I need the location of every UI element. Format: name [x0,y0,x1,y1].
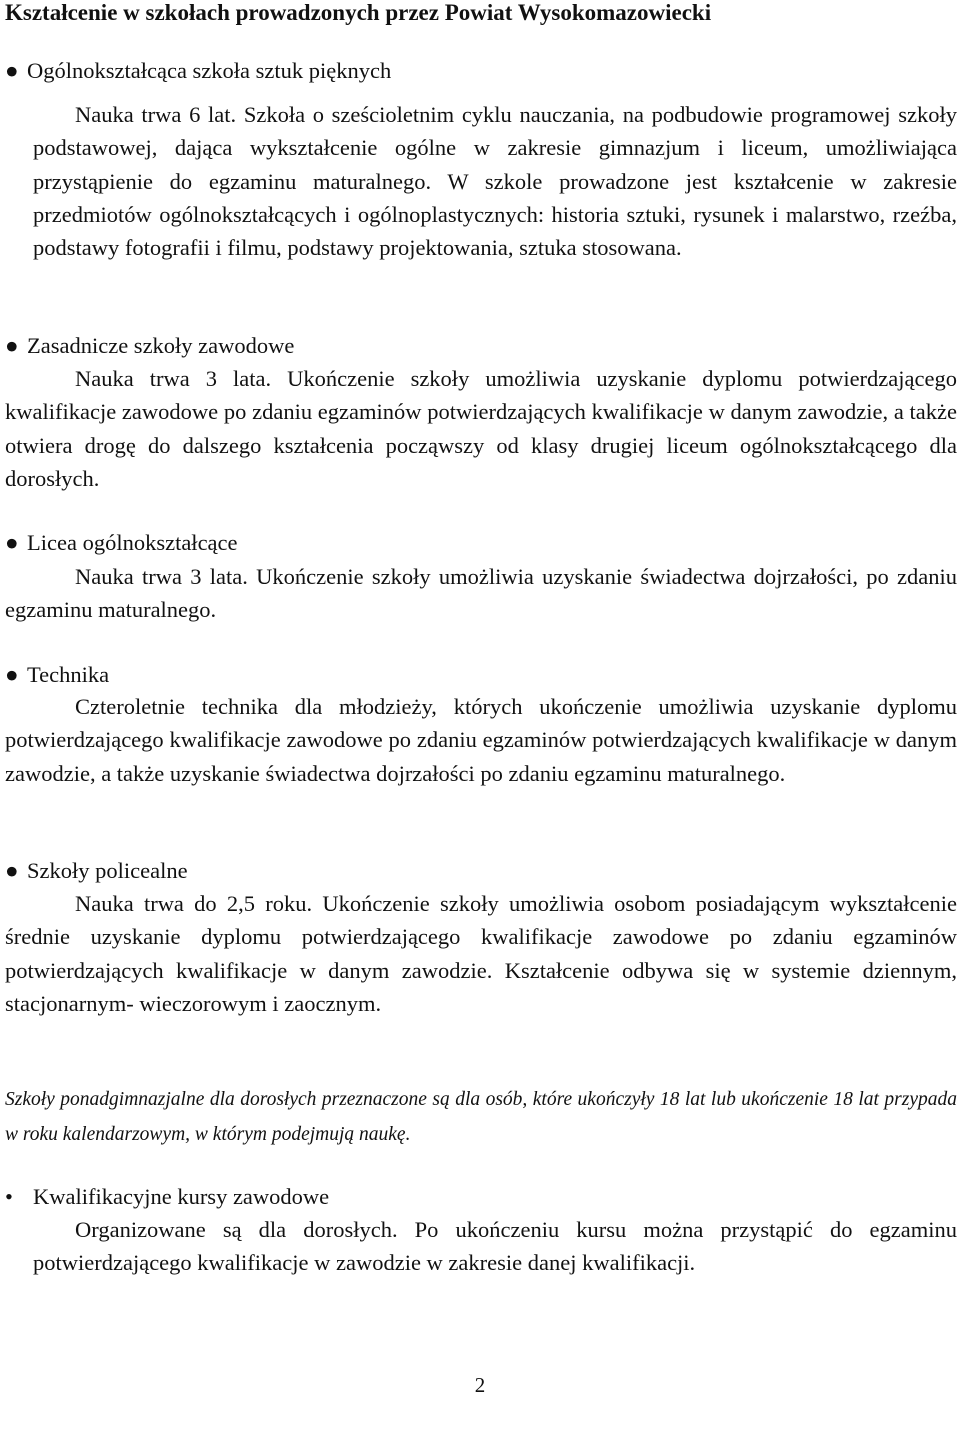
section-heading-text: Kwalifikacyjne kursy zawodowe [33,1184,330,1209]
section-heading-text: Technika [27,662,110,687]
bullet-icon: ● [5,530,19,555]
section-body-lead: Nauka trwa do 2,5 roku. [75,891,313,916]
section-body [33,98,957,264]
page-number: 2 [474,1373,486,1397]
section-heading-text: Licea ogólnokształcące [27,530,238,555]
section-body-lead: Nauka trwa 6 lat. [75,102,237,127]
section-heading-text: Szkoły policealne [27,858,188,883]
section-body [5,362,957,495]
section-body-rest: Szkoła o sześcioletnim cyklu nauczania, na podbudowie programowej szkoły podstawowej, dająca wykształcenie ogólne w zakresie gimnazjum i liceum, umożliwiająca przystąpienie do egzaminu maturalnego. W szkole prowadzone jest kształcenie w zakresie przedmiotów ogólnokształcących i ogólnoplastycznych: historia sztuki, rysunek i malarstwo, rzeźba, podstawy fotografii i filmu, podstawy projektowania, sztuka stosowana. [33,102,957,261]
section-heading [5,1183,329,1211]
section-body-rest: Ukończenie szkoły umożliwia uzyskanie dyplomu potwierdzającego kwalifikacje zawodowe po zdaniu egzaminów potwierdzających kwalifikacje w danym zawodzie, a także otwiera drogę do dalszego kształcenia począwszy od klasy drugiej liceum ogólnokształcącego dla dorosłych. [5,366,957,491]
section-body [5,560,957,627]
bullet-icon: ● [5,58,19,83]
section-body [5,690,957,790]
section-heading-text: Ogólnokształcąca szkoła sztuk pięknych [27,58,392,83]
section-heading-text: Zasadnicze szkoły zawodowe [27,333,295,358]
section-heading [5,57,391,85]
adult-schools-note: Szkoły ponadgimnazjalne dla dorosłych przeznaczone są dla osób, które ukończyły 18 lat lub ukończenie 18 lat przypada w roku kalendarzowym, w którym podejmują naukę. [5,1089,957,1145]
document-title: Kształcenie w szkołach prowadzonych przez Powiat Wysokomazowiecki [5,0,712,25]
section-heading [5,661,109,689]
section-body [33,1213,957,1280]
section-body-lead: Nauka trwa 3 lata. [75,366,272,391]
section-heading [5,332,294,360]
section-body-lead: Czteroletnie technika dla młodzieży, [75,694,437,719]
section-body-rest: których ukończenie umożliwia uzyskanie dyplomu potwierdzającego kwalifikacje zawodowe po zdaniu egzaminów potwierdzających kwalifikacje w danym zawodzie, a także uzyskanie świadectwa dojrzałości po zdaniu egzaminu maturalnego. [5,694,958,786]
bullet-icon: ● [5,333,19,358]
section-body-text: Organizowane są dla dorosłych. Po ukończeniu kursu można przystąpić do egzaminu potwierdzającego kwalifikacje w zawodzie w zakresie danej kwalifikacji. [33,1217,957,1276]
section-heading [5,529,238,557]
bullet-icon: • [5,1184,13,1209]
section-body-rest: Ukończenie szkoły umożliwia osobom posiadającym wykształcenie średnie uzyskanie dyplomu potwierdzającego kwalifikacje zawodowe po zdaniu egzaminów potwierdzających kwalifikacje w danym zawodzie. Kształcenie odbywa się w systemie dziennym, stacjonarnym- wieczorowym i zaocznym. [5,891,958,1016]
section-heading [5,857,188,885]
bullet-icon: ● [5,662,19,687]
section-body [5,887,957,1020]
bullet-icon: ● [5,858,19,883]
section-body-lead: Nauka trwa 3 lata. [75,564,248,589]
section-body-rest: Ukończenie szkoły umożliwia uzyskanie świadectwa dojrzałości, po zdaniu egzaminu maturalnego. [5,564,957,623]
